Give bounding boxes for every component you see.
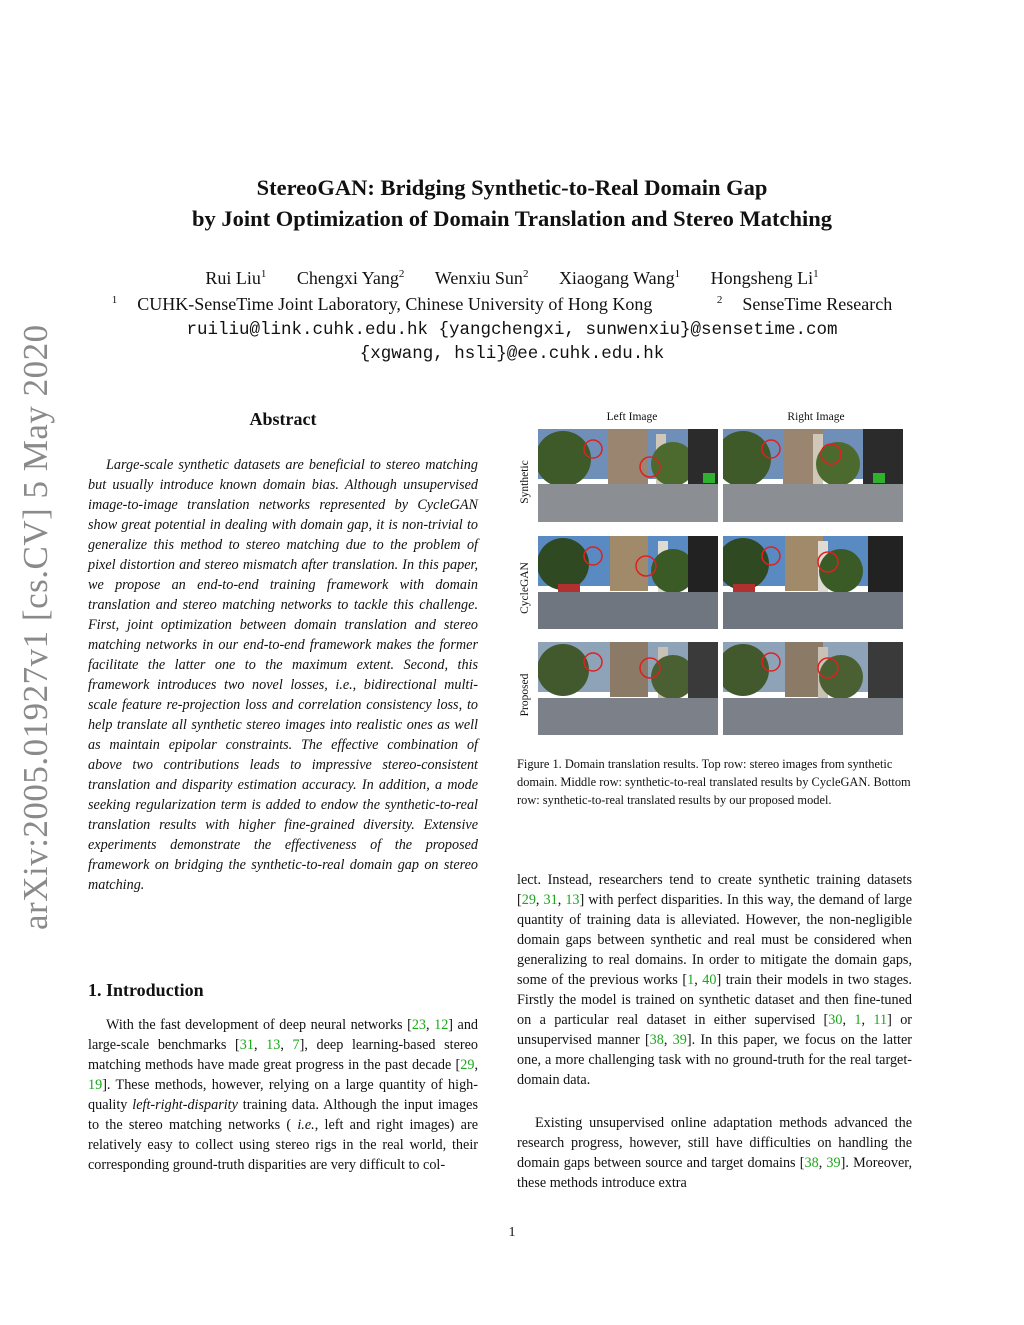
citation-link[interactable]: 29 xyxy=(521,892,536,908)
page-number: 1 xyxy=(508,1225,516,1240)
figure-image-proposed-left xyxy=(538,642,718,735)
figure-row-label-proposed: Proposed xyxy=(519,673,531,717)
figure-row-label-cyclegan: CycleGAN xyxy=(519,562,531,614)
figure-image-proposed-right xyxy=(723,642,903,735)
figure-image-cyclegan-left xyxy=(538,536,718,629)
citation-link[interactable]: 19 xyxy=(88,1077,103,1093)
affiliation: $^2$ SenseTime Research xyxy=(716,294,893,314)
citation-link[interactable]: 11 xyxy=(873,1012,888,1028)
author: Wenxiu Sun$^2$ xyxy=(434,268,529,288)
citation-link[interactable]: 1 xyxy=(854,1012,862,1028)
author-list xyxy=(0,266,1024,290)
figure-caption: Figure 1. Domain translation results. Top row: stereo images from synthetic domain. Middle row: synthetic-to-real translated results by CycleGAN. Bottom row: synthetic-to-real translated results by our proposed model. xyxy=(517,757,911,807)
citation-link[interactable]: 29 xyxy=(460,1057,475,1073)
figure-image-synthetic-right xyxy=(723,429,903,522)
citation-link[interactable]: 23 xyxy=(411,1017,427,1033)
email-line-2: {xgwang, hsli}@ee.cuhk.edu.hk xyxy=(359,344,665,364)
intro-paragraph-1: With the fast development of deep neural networks [23, 12] and large-scale benchmarks [31, 13, 7], deep learning-based stereo matching methods have made great progress in the past decade [29, 19]. These methods, however, relying on a large quantity of high-quality left-right-disparity training data. Although the input images to the stereo matching networks ( i.e., left and right images) are relatively easy to collect using stereo rigs in the real world, their corresponding ground-truth disparities are very difficult to col- xyxy=(88,1017,479,1173)
citation-link[interactable]: 39 xyxy=(826,1155,841,1171)
figure-image-cyclegan-right xyxy=(723,536,903,629)
citation-link[interactable]: 38 xyxy=(649,1032,664,1048)
citation-link[interactable]: 12 xyxy=(434,1017,449,1033)
title-line-1: StereoGAN: Bridging Synthetic-to-Real Domain Gap xyxy=(256,175,768,200)
paper-title xyxy=(0,172,1024,234)
citation-link[interactable]: 7 xyxy=(292,1037,300,1053)
author: Chengxi Yang$^2$ xyxy=(296,268,405,288)
intro-heading: 1. Introduction xyxy=(88,980,204,1000)
affiliation: $^1$ CUHK-SenseTime Joint Laboratory, Chinese University of Hong Kong xyxy=(111,294,653,314)
author: Hongsheng Li$^1$ xyxy=(710,268,819,288)
abstract-heading: Abstract xyxy=(249,409,317,429)
citation-link[interactable]: 13 xyxy=(266,1037,281,1053)
arxiv-stamp: arXiv:2005.01927v1 [cs.CV] 5 May 2020 xyxy=(16,324,55,930)
author: Xiaogang Wang$^1$ xyxy=(558,268,681,288)
title-line-2: by Joint Optimization of Domain Translation and Stereo Matching xyxy=(191,206,833,231)
citation-link[interactable]: 40 xyxy=(702,972,717,988)
affiliations xyxy=(0,292,1024,316)
citation-link[interactable]: 13 xyxy=(565,892,580,908)
citation-link[interactable]: 39 xyxy=(672,1032,687,1048)
figure-col-label-left: Left Image xyxy=(606,411,658,423)
figure-row-label-synthetic: Synthetic xyxy=(519,460,531,504)
figure-col-label-right: Right Image xyxy=(787,411,845,423)
citation-link[interactable]: 31 xyxy=(239,1037,254,1053)
citation-link[interactable]: 1 xyxy=(687,972,695,988)
citation-link[interactable]: 31 xyxy=(543,892,558,908)
intro-paragraph-3: Existing unsupervised online adaptation methods advanced the research progress, however, still have difficulties on handling the domain gaps between source and target domains [38, 39]. Moreover, these methods introduce extra xyxy=(517,1115,912,1191)
abstract-text: Large-scale synthetic datasets are beneficial to stereo matching but usually introduce known domain bias. Although unsupervised image-to-image translation networks represented by CycleGAN show great potential in dealing with domain gap, it is non-trivial to generalize this method to stereo matching due to the problem of pixel distortion and stereo mismatch after translation. In this paper, we propose an end-to-end training framework with domain translation and stereo matching networks to tackle this challenge. First, joint optimization between domain translation and stereo matching networks in our end-to-end framework makes the former facilitate the latter one to the maximum extent. Second, this framework introduces two novel losses, i.e., bidirectional multi-scale feature re-projection loss and correlation consistency loss, to help translate all synthetic stereo images into realistic ones as well as maintain epipolar constraints. The effective combination of above two contributions leads to impressive stereo-consistent translation and disparity estimation accuracy. In addition, a mode seeking regularization term is added to endow the synthetic-to-real translation results with higher fine-grained diversity. Extensive experiments demonstrate the effectiveness of the proposed framework on bridging the synthetic-to-real domain gap on stereo matching. xyxy=(88,457,478,893)
email-line-1: ruiliu@link.cuhk.edu.hk {yangchengxi, sunwenxiu}@sensetime.com xyxy=(186,320,838,340)
citation-link[interactable]: 38 xyxy=(804,1155,819,1171)
author: Rui Liu$^1$ xyxy=(205,268,267,288)
figure-image-synthetic-left xyxy=(538,429,718,522)
intro-paragraph-2: lect. Instead, researchers tend to create synthetic training datasets [29, 31, 13] with perfect disparities. In this way, the demand of large quantity of training data is alleviated. However, the non-negligible domain gaps between synthetic and real must be considered when generalizing to real domains. In order to mitigate the domain gaps, some of the previous works [1, 40] train their models in two stages. Firstly the model is trained on synthetic dataset and then fine-tuned on a particular real dataset in either supervised [30, 1, 11] or unsupervised manner [38, 39]. In this paper, we focus on the latter one, a more challenging task with no ground-truth for the real target-domain data. xyxy=(517,872,913,1088)
citation-link[interactable]: 30 xyxy=(828,1012,843,1028)
